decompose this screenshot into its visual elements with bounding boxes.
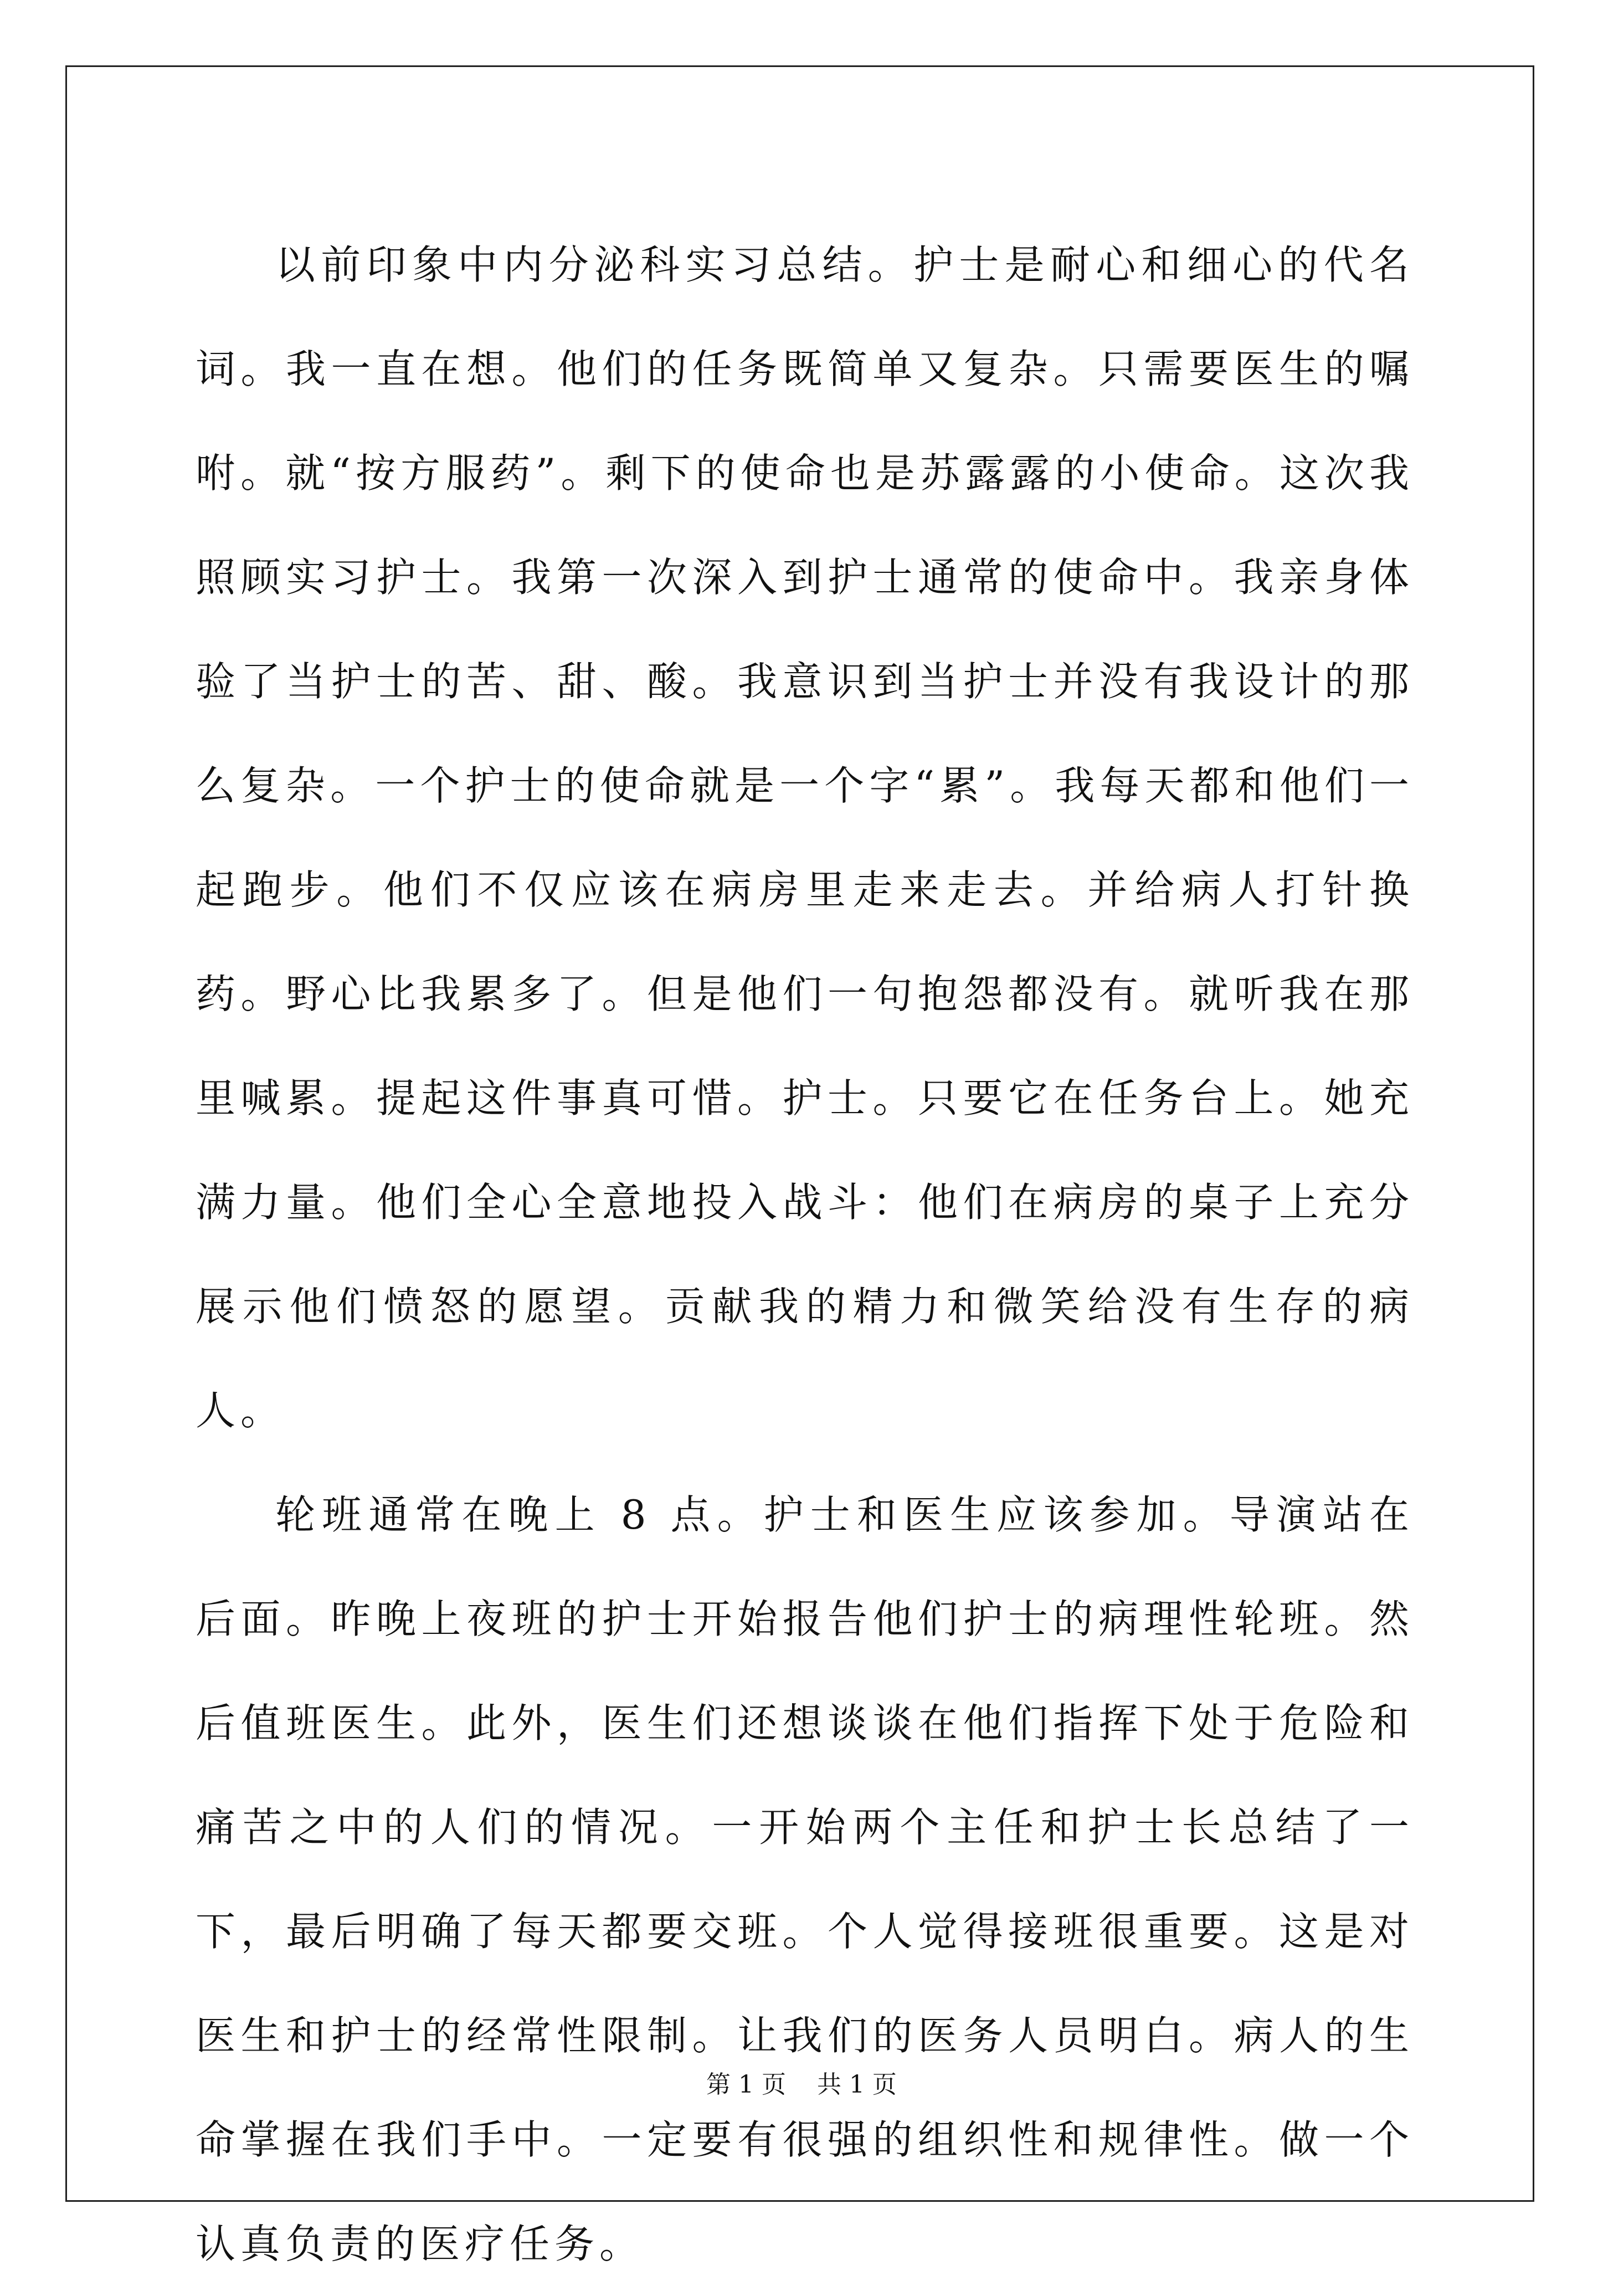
- paragraph-1: 以前印象中内分泌科实习总结。护士是耐心和细心的代名词。我一直在想。他们的任务既简单又复杂。只需要医生的嘱咐。就“按方服药”。剩下的使命也是苏露露的小使命。这次我照顾实习护士。我第一次深入到护士通常的使命中。我亲身体验了当护士的苦、甜、酸。我意识到当护士并没有我设计的那么复杂。一个护士的使命就是一个字“累”。我每天都和他们一起跑步。他们不仅应该在病房里走来走去。并给病人打针换药。野心比我累多了。但是他们一句抱怨都没有。就听我在那里喊累。提起这件事真可惜。护士。只要它在任务台上。她充满力量。他们全心全意地投入战斗：他们在病房的桌子上充分展示他们愤怒的愿望。贡献我的精力和微笑给没有生存的病人。: [196, 242, 1414, 1434]
- page-number: 第 1 页: [706, 2070, 787, 2099]
- page-total: 共 1 页: [816, 2070, 897, 2099]
- footer-spacer: [786, 2070, 817, 2099]
- document-body: [196, 213, 1414, 2296]
- page-footer: [0, 2069, 1603, 2100]
- paragraph-2: 轮班通常在晚上 8 点。护士和医生应该参加。导演站在后面。昨晚上夜班的护士开始报告他们护士的病理性轮班。然后值班医生。此外，医生们还想谈谈在他们指挥下处于危险和痛苦之中的人们的情况。一开始两个主任和护士长总结了一下，最后明确了每天都要交班。个人觉得接班很重要。这是对医生和护士的经常性限制。让我们的医务人员明白。病人的生命掌握在我们手中。一定要有很强的组织性和规律性。做一个认真负责的医疗任务。: [196, 1492, 1414, 2267]
